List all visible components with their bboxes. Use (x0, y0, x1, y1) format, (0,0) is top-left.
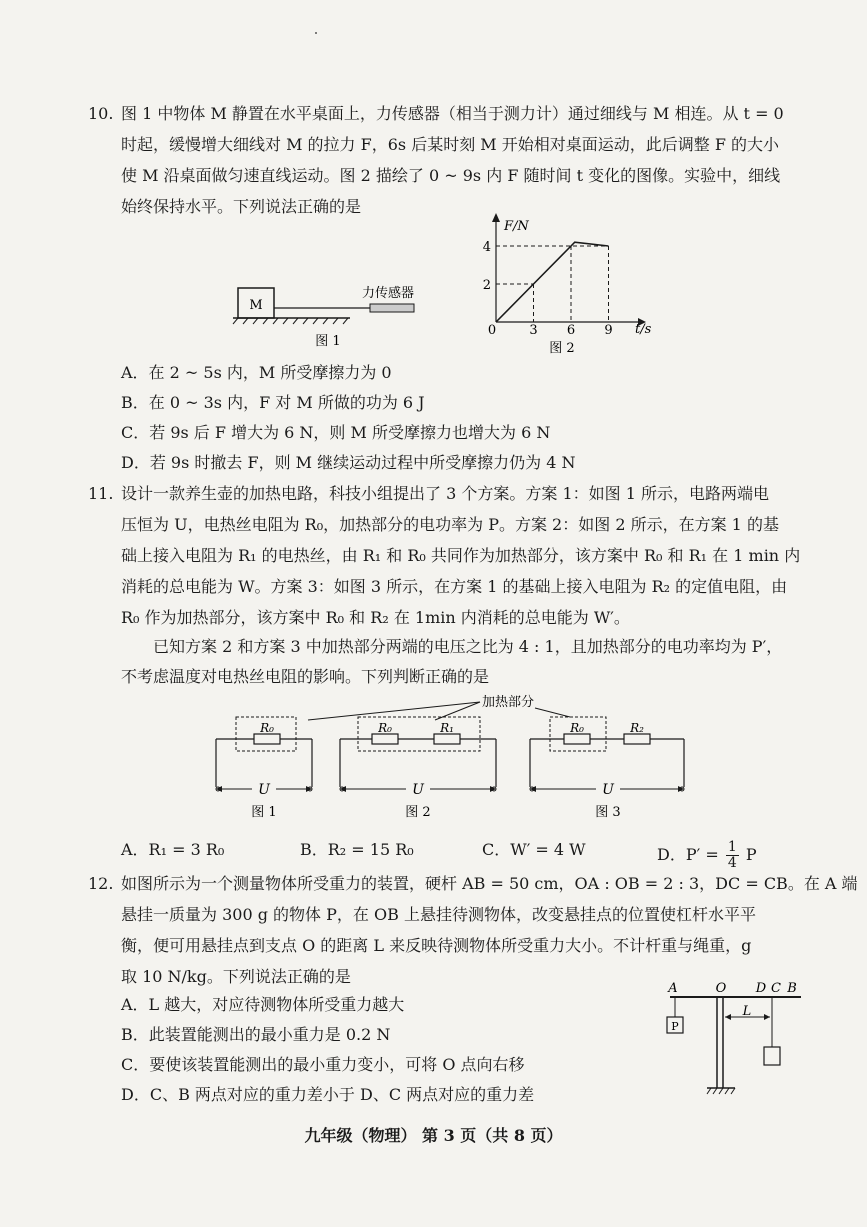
q10-line-1: 图 1 中物体 M 静置在水平桌面上，力传感器（相当于测力计）通过细线与 M 相连。从 t = 0 (121, 104, 784, 123)
q12-line-1: 如图所示为一个测量物体所受重力的装置，硬杆 AB = 50 cm，OA : OB = 2 : 3，DC = CB。在 A 端 (121, 874, 858, 893)
block-m-label: M (249, 298, 263, 313)
y-axis-label: F/N (504, 219, 529, 234)
fig2-caption: 图 2 (549, 341, 575, 356)
q12-lever-figure (655, 975, 815, 1100)
r0-label-c1: R₀ (260, 721, 274, 735)
q11-option-d-suffix: P (745, 845, 757, 864)
point-c-label: C (771, 981, 781, 996)
q12-line-4: 取 10 N/kg。下列说法正确的是 (121, 967, 351, 986)
scan-speck (315, 32, 317, 34)
heat-part-label: 加热部分 (482, 695, 535, 710)
q10-option-d: D．若 9s 时撤去 F，则 M 继续运动过程中所受摩擦力仍为 4 N (121, 453, 576, 472)
q11-option-a: A．R₁ = 3 R₀ (121, 840, 225, 859)
u-label-c1: U (258, 782, 270, 798)
q12-line-2: 悬挂一质量为 300 g 的物体 P，在 OB 上悬挂待测物体，改变悬挂点的位置使杠杆水平平 (121, 905, 756, 924)
test-object (764, 1047, 780, 1065)
q10-option-b: B．在 0 ~ 3s 内，F 对 M 所做的功为 6 J (121, 393, 425, 412)
q11-line-5: R₀ 作为加热部分，该方案中 R₀ 和 R₂ 在 1min 内消耗的总电能为 W′。 (121, 608, 630, 627)
q11-option-b: B．R₂ = 15 R₀ (300, 840, 414, 859)
force-sensor (370, 304, 414, 312)
cap-circuit-2: 图 2 (405, 805, 431, 820)
resistor-r0-c3 (564, 734, 590, 744)
object-p-label: P (671, 1020, 679, 1033)
q11-line-3: 础上接入电阻为 R₁ 的电热丝，由 R₁ 和 R₀ 共同作为加热部分，该方案中 R₀ 和 R₁ 在 1 min 内 (121, 546, 801, 565)
q10-line-2: 时起，缓慢增大细线对 M 的拉力 F，6s 后某时刻 M 开始相对桌面运动，此后调整 F 的大小 (121, 135, 780, 154)
resistor-r1-c2 (434, 734, 460, 744)
q12-option-b: B．此装置能测出的最小重力是 0.2 N (121, 1025, 391, 1044)
q12-option-d: D．C、B 两点对应的重力差小于 D、C 两点对应的重力差 (121, 1085, 535, 1104)
distance-l-label: L (742, 1004, 752, 1019)
y-axis-arrow (492, 213, 500, 222)
fraction (726, 840, 739, 871)
x-tick-6: 6 (566, 323, 576, 338)
q10-option-a: A．在 2 ~ 5s 内，M 所受摩擦力为 0 (121, 363, 392, 382)
u-label-c3: U (602, 782, 614, 798)
r0-label-c3: R₀ (570, 721, 584, 735)
y-tick-2: 2 (482, 278, 491, 293)
origin-label: 0 (487, 323, 497, 338)
resistor-r2-c3 (624, 734, 650, 744)
q11-line-2: 压恒为 U，电热丝电阻为 R₀，加热部分的电功率为 P。方案 2：如图 2 所示，在方案 1 的基 (121, 515, 779, 534)
q11-line-1: 设计一款养生壶的加热电路，科技小组提出了 3 个方案。方案 1：如图 1 所示，电路两端电 (121, 484, 769, 503)
sensor-label: 力传感器 (362, 286, 415, 301)
q10-line-4: 始终保持水平。下列说法正确的是 (121, 197, 362, 216)
r2-label-c3: R₂ (630, 721, 644, 735)
circuit-1 (216, 717, 312, 820)
resistor-r0-c2 (372, 734, 398, 744)
point-b-label: B (787, 981, 797, 996)
q12-line-3: 衡，便可用悬挂点到支点 O 的距离 L 来反映待测物体所受重力大小。不计杆重与绳重，g (121, 936, 752, 955)
f-t-series-line (496, 242, 609, 322)
point-d-label: D (755, 981, 767, 996)
page-footer: 九年级（物理） 第 3 页（共 8 页） (304, 1126, 563, 1145)
fraction-numerator: 1 (727, 839, 737, 855)
x-tick-3: 3 (529, 323, 538, 338)
distance-arrow-right (764, 1014, 770, 1020)
r1-label-c2: R₁ (440, 721, 454, 735)
q10-option-c: C．若 9s 后 F 增大为 6 N，则 M 所受摩擦力也增大为 6 N (121, 423, 551, 442)
point-o-label: O (715, 981, 727, 996)
q10-line-3: 使 M 沿桌面做匀速直线运动。图 2 描绘了 0 ~ 9s 内 F 随时间 t 变化的图像。实验中，细线 (121, 166, 781, 185)
point-a-label: A (668, 981, 678, 996)
q11-option-c: C．W′ = 4 W (482, 840, 586, 859)
q11-number: 11. (88, 484, 114, 503)
table-hatch (233, 318, 348, 324)
q10-figure-2-chart (478, 210, 668, 360)
q11-para2-line-2: 不考虑温度对电热丝电阻的影响。下列判断正确的是 (121, 667, 490, 686)
q10-figure-1 (228, 270, 428, 350)
y-tick-4: 4 (482, 240, 491, 255)
cap-circuit-3: 图 3 (595, 805, 621, 820)
q12-number: 12. (88, 874, 114, 893)
cap-circuit-1: 图 1 (251, 805, 277, 820)
u-label-c2: U (412, 782, 424, 798)
q11-option-d-prefix: D．P′ = (657, 845, 719, 864)
fig1-caption: 图 1 (315, 334, 341, 349)
q12-option-a: A．L 越大，对应待测物体所受重力越大 (121, 995, 405, 1014)
q11-para2-line-1: 已知方案 2 和方案 3 中加热部分两端的电压之比为 4 : 1，且加热部分的电功率均为 P′， (153, 637, 783, 656)
q10-number: 10. (88, 104, 114, 123)
q12-option-c: C．要使该装置能测出的最小重力变小，可将 O 点向右移 (121, 1055, 525, 1074)
x-tick-9: 9 (604, 323, 613, 338)
x-axis-label: t/s (635, 322, 652, 337)
base-hatch (707, 1088, 735, 1094)
fraction-denominator: 4 (727, 855, 737, 871)
distance-arrow-left (725, 1014, 731, 1020)
q11-circuit-figure (200, 688, 700, 826)
circuit-3 (530, 717, 684, 820)
circuit-2 (340, 717, 496, 820)
resistor-r0-c1 (254, 734, 280, 744)
pointer-line-3 (535, 708, 570, 717)
r0-label-c2: R₀ (378, 721, 392, 735)
q11-option-d (657, 840, 757, 871)
q11-line-4: 消耗的总电能为 W。方案 3：如图 3 所示，在方案 1 的基础上接入电阻为 R₂ 的定值电阻，由 (121, 577, 788, 596)
